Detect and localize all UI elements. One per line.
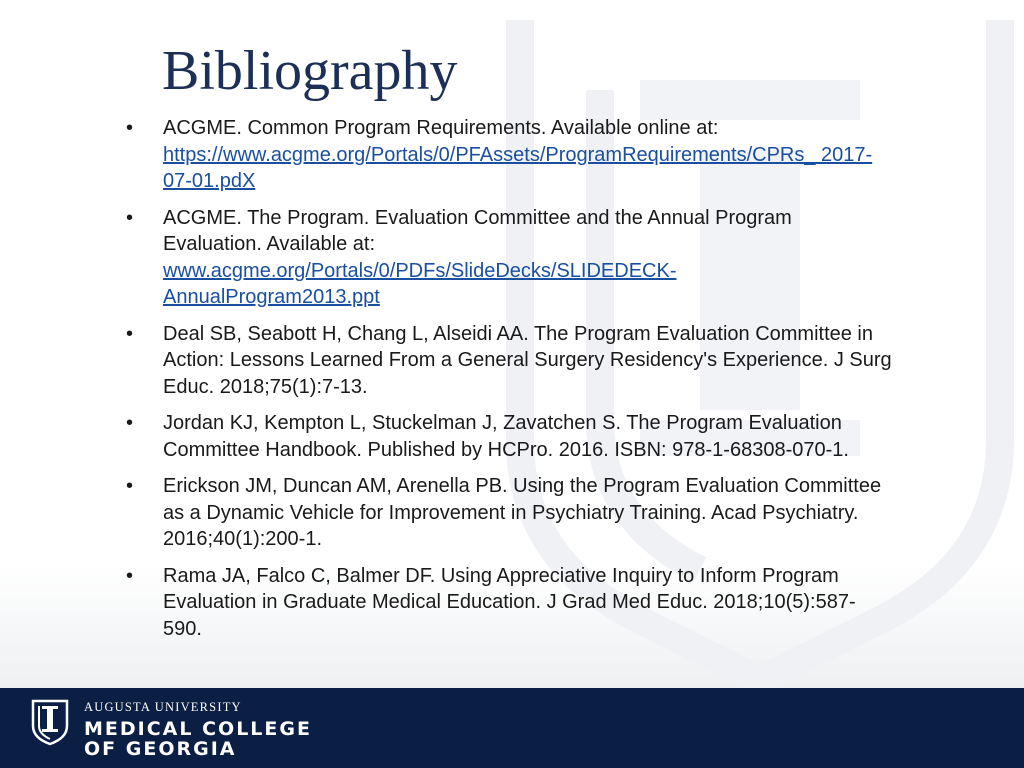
bullet-icon: • [126, 564, 134, 587]
reference-text [163, 473, 893, 553]
reference-text [163, 321, 893, 401]
reference-text [163, 410, 893, 463]
footer-college-name: MEDICAL COLLEGE [84, 718, 312, 740]
reference-citation: Erickson JM, Duncan AM, Arenella PB. Using the Program Evaluation Committee as a Dynamic Vehicle for Improvement in Psychiatry Training. Acad Psychiatry. 2016;40(1):200-1. [163, 475, 882, 550]
bullet-icon: • [126, 475, 134, 497]
reference-text [163, 563, 893, 643]
list-item [0, 115, 1024, 195]
reference-citation: Deal SB, Seabott H, Chang L, Alseidi AA. The Program Evaluation Committee in Action: Lessons Learned From a General Surgery Residency's Experience. J Surg Educ. 2018;75(1):7-13. [163, 322, 892, 398]
reference-citation: ACGME. The Program. Evaluation Committee and the Annual Program Evaluation. Available at: [163, 206, 792, 255]
bibliography-list [0, 115, 1024, 652]
reference-citation: Jordan KJ, Kempton L, Stuckelman J, Zavatchen S. The Program Evaluation Committee Handbook. Published by HCPro. 2016. ISBN: 978-1-68308-070-1. [163, 412, 849, 461]
reference-text [163, 205, 893, 311]
footer-bar [0, 688, 1024, 768]
footer-university-name: AUGUSTA UNIVERSITY [84, 700, 242, 714]
list-item [0, 205, 1024, 311]
bullet-icon: • [126, 412, 134, 434]
footer-state-name: OF GEORGIA [84, 738, 237, 760]
reference-link[interactable]: www.acgme.org/Portals/0/PDFs/SlideDecks/SLIDEDECK-AnnualProgram2013.ppt [163, 259, 677, 308]
list-item [0, 321, 1024, 401]
bullet-icon: • [126, 322, 134, 345]
bullet-icon: • [126, 206, 134, 229]
list-item [0, 410, 1024, 463]
reference-citation: ACGME. Common Program Requirements. Available online at: [163, 117, 719, 139]
bullet-icon: • [126, 117, 134, 139]
page-title: Bibliography [162, 40, 458, 102]
list-item [0, 473, 1024, 553]
augusta-shield-icon [30, 698, 70, 746]
list-item [0, 563, 1024, 643]
reference-link[interactable]: https://www.acgme.org/Portals/0/PFAssets/ProgramRequirements/CPRs_ 2017-07-01.pdX [163, 143, 873, 192]
reference-citation: Rama JA, Falco C, Balmer DF. Using Appreciative Inquiry to Inform Program Evaluation in Graduate Medical Education. J Grad Med Educ. 2018;10(5):587-590. [163, 564, 856, 640]
reference-text [163, 115, 893, 195]
